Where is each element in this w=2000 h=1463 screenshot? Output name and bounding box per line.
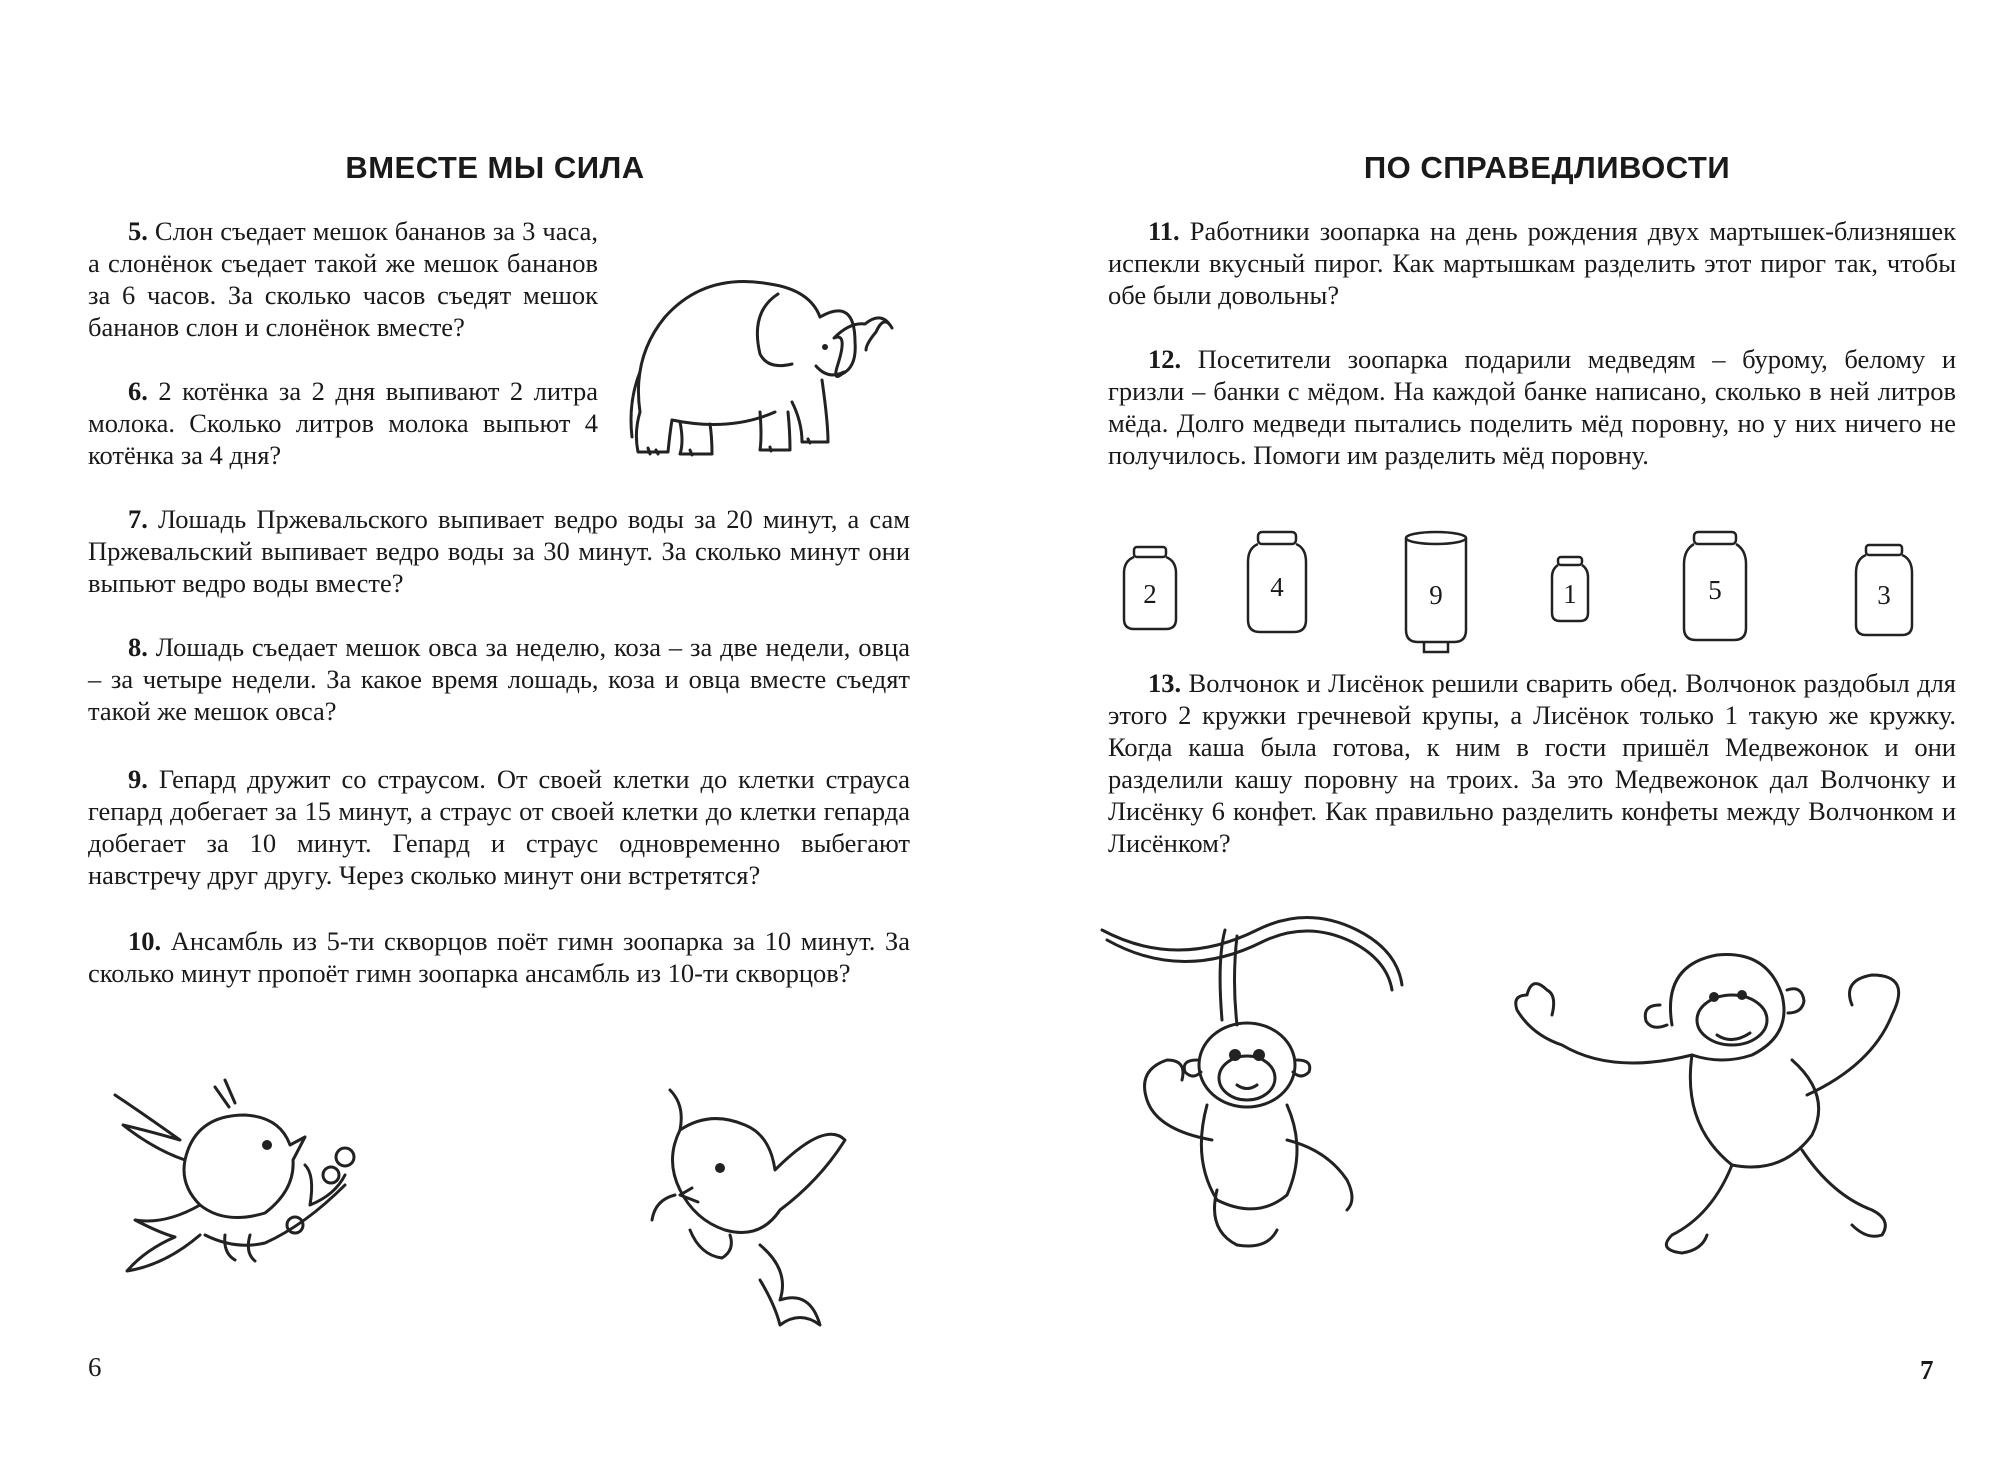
- honey-jar-5: [1682, 530, 1748, 642]
- task-text: Гепард дружит со страусом. От своей клетки до клетки страуса гепард добегает за 15 минут, а страус от своей клетки до клетки гепарда добегает за 10 минут. Гепард и страус одновременно выбегают навстречу друг другу. Через сколько минут они встретятся?: [88, 764, 911, 890]
- jar-number: 9: [1429, 580, 1443, 610]
- task-5: [88, 215, 598, 343]
- task-6: [88, 375, 598, 471]
- task-text: Лошадь съедает мешок овса за неделю, коза – за две недели, овца – за четыре недели. За какое время лошадь, коза и овца вместе съедят такой же мешок овса?: [88, 632, 910, 726]
- jar-number: 5: [1708, 575, 1722, 605]
- task-number: 10.: [128, 926, 162, 956]
- task-text: Слон съедает мешок бананов за 3 часа, а слонёнок съедает такой же мешок бананов за 6 часов. За сколько часов съедят мешок бананов слон и слонёнок вместе?: [88, 216, 598, 342]
- honey-jar-4: [1246, 530, 1308, 634]
- flying-bird-illustration: [640, 1080, 860, 1340]
- jar-number: 4: [1270, 572, 1284, 602]
- task-number: 8.: [128, 632, 148, 662]
- hanging-monkey-illustration: [1097, 900, 1427, 1280]
- honey-jar-1: [1550, 555, 1590, 623]
- task-10: [88, 925, 910, 989]
- task-number: 12.: [1148, 344, 1182, 374]
- elephant-illustration: [620, 262, 900, 462]
- task-12: [1108, 343, 1956, 471]
- honey-jar-3: [1854, 543, 1914, 637]
- left-page: [0, 0, 969, 1463]
- task-text: Лошадь Пржевальского выпивает ведро воды за 20 минут, а сам Пржевальский выпивает ведро воды за 30 минут. За сколько минут они выпьют ведро воды вместе?: [88, 504, 911, 598]
- page-gutter: [968, 0, 1082, 1463]
- bird-on-branch-illustration: [105, 1075, 365, 1305]
- jar-number: 3: [1877, 580, 1891, 610]
- page-number-left: 6: [88, 1352, 102, 1382]
- task-number: 6.: [128, 376, 148, 406]
- right-page-title: ПО СПРАВЕДЛИВОСТИ: [1363, 150, 1731, 185]
- task-text: Волчонок и Лисёнок решили сварить обед. Волчонок раздобыл для этого 2 кружки гречневой крупы, а Лисёнок только 1 такую же кружку. Когда каша была готова, к ним в гости пришёл Медвежонок и они разделили кашу поровну на троих. За это Медвежонок дал Волчонку и Лисёнку 6 конфет. Как правильно разделить конфеты между Волчонком и Лисёнком?: [1108, 668, 1956, 858]
- task-11: [1108, 215, 1956, 311]
- task-number: 9.: [128, 764, 148, 794]
- jar-number: 1: [1563, 579, 1577, 609]
- task-number: 7.: [128, 504, 148, 534]
- task-number: 11.: [1148, 216, 1180, 246]
- task-text: 2 котёнка за 2 дня выпивают 2 литра молока. Сколько литров молока выпьют 4 котёнка за 4 дня?: [88, 376, 599, 470]
- task-number: 5.: [128, 216, 148, 246]
- waving-monkey-illustration: [1492, 935, 1932, 1275]
- page-number-right: 7: [1920, 1355, 1934, 1385]
- task-9: [88, 763, 910, 891]
- task-7: [88, 503, 910, 599]
- task-text: Ансамбль из 5-ти скворцов поёт гимн зоопарка за 10 минут. За сколько минут пропоёт гимн зоопарка ансамбль из 10-ти скворцов?: [88, 926, 910, 988]
- task-number: 13.: [1148, 668, 1182, 698]
- right-page: [1082, 0, 2000, 1463]
- task-text: Работники зоопарка на день рождения двух мартышек-близняшек испекли вкусный пирог. Как мартышкам разделить этот пирог так, чтобы обе были довольны?: [1108, 216, 1957, 310]
- honey-jar-9: [1402, 530, 1470, 654]
- jar-number: 2: [1143, 579, 1157, 609]
- honey-jar-2: [1122, 545, 1178, 631]
- task-8: [88, 631, 910, 727]
- task-text: Посетители зоопарка подарили медведям – бурому, белому и гризли – банки с мёдом. На каждой банке написано, сколько в ней литров мёда. Долго медведи пытались поделить мёд поровну, но у них ничего не получилось. Помоги им разделить мёд поровну.: [1108, 344, 1956, 470]
- left-page-title: ВМЕСТЕ МЫ СИЛА: [345, 150, 645, 185]
- task-13: [1108, 667, 1956, 859]
